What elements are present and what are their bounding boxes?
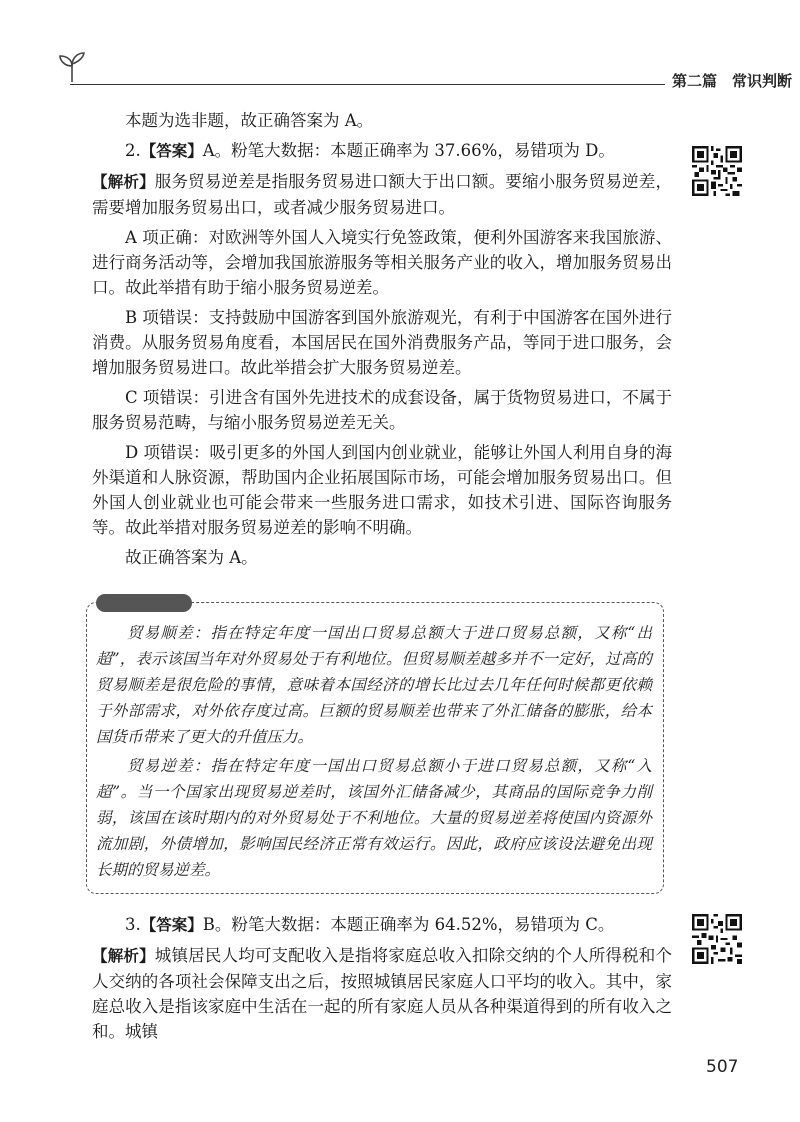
sprout-icon [56, 50, 88, 84]
q3-number: 3. [125, 915, 141, 934]
qr-code-icon [692, 146, 742, 196]
q3-analysis-text: 城镇居民人均可支配收入是指将家庭总收入扣除交纳的个人所得税和个人交纳的各项社会保障支出之后，按照城镇居民家庭人口平均的收入。其中，家庭总收入是指该家庭中生活在一起的所有家庭人员从各种渠道得到的所有收入之和。城镇 [92, 946, 672, 1041]
q3-answer-line: B。粉笔大数据：本题正确率为 64.52%，易错项为 C。 [202, 915, 615, 934]
q3-content [92, 912, 672, 1049]
header-rule [70, 84, 665, 85]
q2-answer-line: A。粉笔大数据：本题正确率为 37.66%，易错项为 D。 [202, 141, 615, 160]
q2-option-a: A 项正确：对欧洲等外国人入境实行免签政策，便利外国游客来我国旅游、进行商务活动等，会增加我国旅游服务等相关服务产业的收入，增加服务贸易出口。故此举措有助于缩小服务贸易逆差。 [92, 228, 672, 297]
q2-conclusion: 故正确答案为 A。 [125, 548, 258, 567]
q2-number: 2. [125, 141, 141, 160]
trade-surplus-paragraph: 贸易顺差：指在特定年度一国出口贸易总额大于进口贸易总额，又称“出超”，表示该国当年对外贸易处于有利地位。但贸易顺差越多并不一定好，过高的贸易顺差是很危险的事情，意味着本国经济的增长比过去几年任何时候都更依赖于外部需求，对外依存度过高。巨额的贸易顺差也带来了外汇储备的膨胀，给本国货币带来了更大的升值压力。 [96, 624, 652, 746]
intro-text: 本题为选非题，故正确答案为 A。 [125, 111, 374, 130]
q2-option-c: C 项错误：引进含有国外先进技术的成套设备，属于货物贸易进口，不属于服务贸易范畴，与缩小服务贸易逆差无关。 [92, 388, 672, 432]
q3-answer [92, 912, 672, 938]
q2-option-b: B 项错误：支持鼓励中国游客到国外旅游观光，有利于中国游客在国外进行消费。从服务贸易角度看，本国居民在国外消费服务产品，等同于进口服务，会增加服务贸易进口。故此举措会扩大服务贸易逆差。 [92, 308, 672, 377]
section-title: 第二篇 常识判断 [672, 72, 793, 90]
answer-tag: 【答案】 [140, 916, 203, 934]
q3-analysis [92, 943, 672, 1044]
q2-analysis-text: 服务贸易逆差是指服务贸易进口额大于出口额。要缩小服务贸易逆差，需要增加服务贸易出口，或者减少服务贸易进口。 [92, 172, 672, 217]
analysis-tag: 【解析】 [92, 947, 155, 965]
qr-code-icon [692, 914, 742, 964]
knowledge-extension-text [96, 620, 652, 886]
q2-option-d: D 项错误：吸引更多的外国人到国内创业就业，能够让外国人利用自身的海外渠道和人脉资源，帮助国内企业拓展国际市场，可能会增加服务贸易出口。但外国人创业就业也可能会带来一些服务进口需求，如技术引进、国际咨询服务等。故此举措对服务贸易逆差的影响不明确。 [92, 443, 672, 537]
q2-answer [92, 138, 672, 164]
trade-deficit-paragraph: 贸易逆差：指在特定年度一国出口贸易总额小于进口贸易总额，又称“入超”。当一个国家出现贸易逆差时，该国外汇储备减少，其商品的国际竞争力削弱，该国在该时期内的对外贸易处于不利地位。大量的贸易逆差将使国内资源外流加剧，外债增加，影响国民经济正常有效运行。因此，政府应该设法避免出现长期的贸易逆差。 [96, 757, 652, 879]
analysis-tag: 【解析】 [92, 173, 155, 191]
page-number: 507 [706, 1057, 739, 1077]
main-content [92, 108, 672, 575]
knowledge-extension-label [96, 594, 192, 612]
answer-tag: 【答案】 [140, 142, 203, 160]
q2-analysis [92, 169, 672, 220]
